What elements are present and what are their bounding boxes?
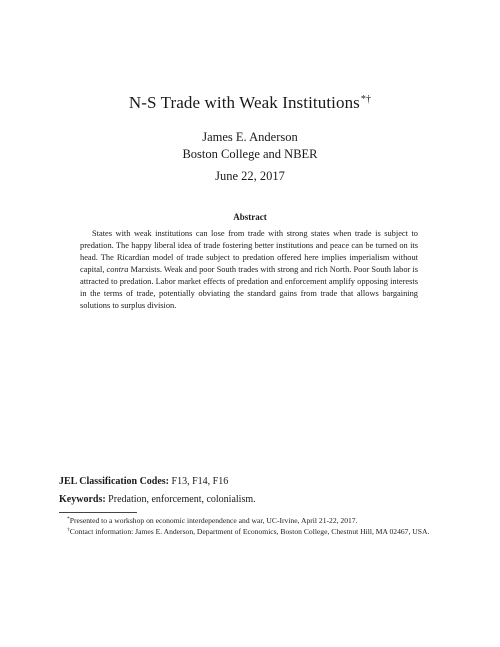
footnote-2	[59, 526, 437, 537]
footnote-divider	[59, 512, 137, 513]
abstract-text-part-2: Marxists. Weak and poor South trades with strong and rich North. Poor South labor is attracted to predation. Labor market effects of predation and enforcement amplify opposing interests in the terms of trade, potentially obviating the standard gains from trade that allows bargaining solutions to surplus division.	[80, 265, 419, 310]
footnote-1	[59, 515, 437, 526]
title-text: N-S Trade with Weak Institutions	[128, 93, 360, 112]
footnotes	[59, 515, 437, 537]
abstract-body	[80, 228, 418, 312]
footnote-2-mark: †	[67, 527, 70, 533]
jel-value: F13, F14, F16	[171, 476, 229, 487]
keywords	[59, 493, 449, 506]
author-affiliation: Boston College and NBER	[182, 147, 318, 161]
footnote-1-text: Presented to a workshop on economic interdependence and war, UC-Irvine, April 21-22, 2017.	[69, 516, 358, 525]
author-name: James E. Anderson	[202, 130, 298, 144]
abstract-text-part-1: States with weak institutions can lose from trade with strong states when trade is subject to predation. The happy liberal idea of trade fostering better institutions and peace can be turned on its head. The Ricardian model of trade subject to predation offered here implies imperialism without capital,	[80, 229, 418, 274]
author-block	[0, 129, 500, 163]
abstract-italic-word: contra	[106, 265, 129, 274]
jel-codes	[59, 475, 449, 488]
paper-title	[0, 93, 500, 113]
keywords-value: Predation, enforcement, colonialism.	[108, 494, 256, 505]
paper-date: June 22, 2017	[215, 169, 285, 183]
title-footnote-marks: *†	[360, 94, 372, 105]
footnote-2-text: Contact information: James E. Anderson, Department of Economics, Boston College, Chestnut Hill, MA 02467, USA.	[69, 527, 430, 536]
footnote-1-mark: *	[67, 516, 70, 522]
keywords-label: Keywords:	[59, 494, 106, 505]
abstract-heading: Abstract	[233, 212, 267, 222]
jel-label: JEL Classification Codes:	[59, 476, 170, 487]
